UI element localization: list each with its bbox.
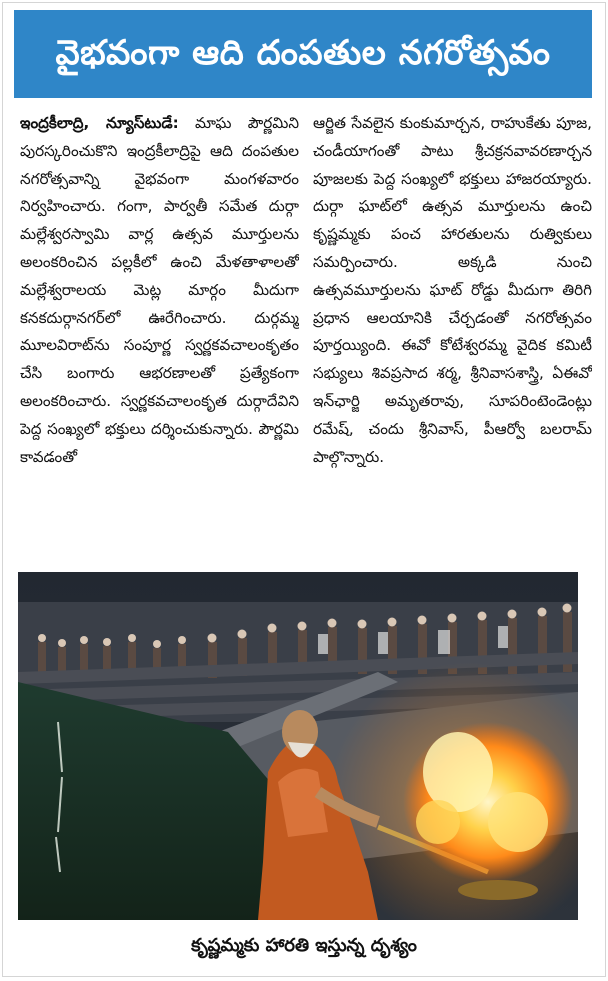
column-left-text: మాఘ పౌర్ణమిని పురస్కరించుకొని ఇంద్రకీలాద్రిపై ఆది దంపతుల నగరోత్సవాన్ని వైభవంగా మంగళవారం నిర్వహించారు. గంగా, పార్వతీ సమేత దుర్గా మల్లేశ్వరస్వామి వార్ల ఉత్సవ మూర్తులను అలంకరించిన పల్లకీలో ఉంచి మేళతాళాలతో మల్లేశ్వరాలయ మెట్ల మార్గం మీదుగా కనకదుర్గానగర్‌లో ఊరేగించారు. దుర్గమ్మ మూలవిరాట్‌ను సంపూర్ణ స్వర్ణకవచాలంకృతం చేసి బంగారు ఆభరణాలతో ప్రత్యేకంగా అలంకరించారు. స్వర్ణకవచాలంకృత దుర్గాదేవిని పెద్ద సంఖ్యలో భక్తులు దర్శించుకున్నారు. పౌర్ణమి కావడంతో (20, 114, 299, 466)
headline: వైభవంగా ఆది దంపతుల నగరోత్సవం (55, 33, 551, 74)
article-column-left (20, 110, 299, 558)
article-column-right (313, 110, 592, 558)
photo-caption: కృష్ణమ్మకు హారతి ఇస్తున్న దృశ్యం (191, 935, 417, 956)
article-body (20, 110, 592, 558)
article-photo (18, 572, 578, 920)
dateline: ఇంద్రకీలాద్రి, న్యూస్‌టుడే: (20, 114, 179, 132)
column-right-text: ఆర్జిత సేవలైన కుంకుమార్చన, రాహుకేతు పూజ, చండీయాగంతో పాటు శ్రీచక్రనవావరణార్చన పూజలకు పెద్ద సంఖ్యలో భక్తులు హాజరయ్యారు. దుర్గా ఘాట్‌లో ఉత్సవ మూర్తులను ఉంచి కృష్ణమ్మకు పంచ హారతులను రుత్వికులు సమర్పించారు. అక్కడి నుంచి ఉత్సవమూర్తులను ఘాట్ రోడ్డు మీదుగా తిరిగి ప్రధాన ఆలయానికి చేర్చడంతో నగరోత్సవం పూర్తయ్యింది. ఈవో కోటేశ్వరమ్మ వైదిక కమిటీ సభ్యులు శివప్రసాద శర్మ, శ్రీనివాసశాస్త్రి, ఏఈవో ఇన్‌ఛార్జి అమృతరావు, సూపరింటెండెంట్లు రమేష్, చందు శ్రీనివాస్, పీఆర్వో బలరామ్ పాల్గొన్నారు. (313, 114, 592, 466)
headline-banner (14, 10, 592, 98)
aarti-scene-photo (18, 572, 578, 920)
arati-flame (403, 722, 573, 882)
